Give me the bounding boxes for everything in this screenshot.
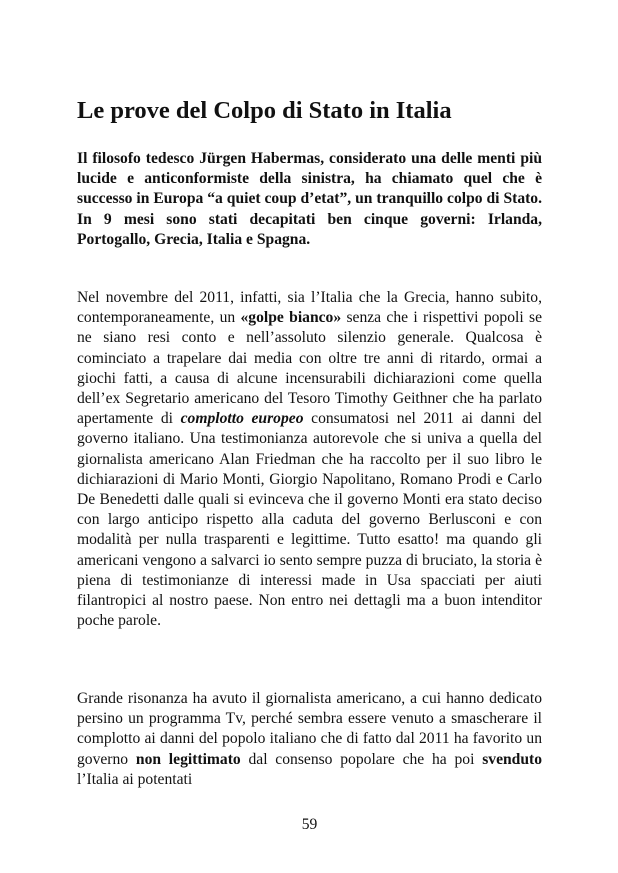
golpe-bianco-emphasis: «golpe bianco» <box>240 309 342 327</box>
paragraph-2-text-3: l’Italia ai potentati <box>77 770 193 788</box>
paragraph-2-text-2: dal consenso popolare che ha poi <box>240 750 483 768</box>
svenduto-emphasis: svenduto <box>482 750 543 768</box>
paragraph-1-text-3: consumatosi nel 2011 ai danni del governo italiano. Una testimonianza autorevole che si univa a quella del giornalista americano Alan Friedman che ha raccolto per il suo libro le dichiarazioni di Mario Monti, Giorgio Napolitano, Romano Prodi e Carlo De Benedetti dalle quali si evinceva che il governo Monti era stato deciso con largo anticipo rispetto alla caduta del governo Berlusconi e con modalità per nulla trasparenti e legittime. Tutto esatto! ma quando gli americani vengono a salvarci io sento sempre puzza di bruciato, la storia è piena di testimonianze di interessi made in Usa spacciati per aiuti filantropici al nostro paese. Non entro nei dettagli ma a buon intenditor poche parole. <box>77 410 542 630</box>
page-number: 59 <box>301 816 318 833</box>
page-title: Le prove del Colpo di Stato in Italia <box>77 97 452 124</box>
body-paragraph-2 <box>77 689 542 790</box>
non-legittimato-emphasis: non legittimato <box>135 750 241 768</box>
paragraph-1-text-1: Nel novembre del 2011, infatti, sia l’Italia che la Grecia, hanno subito, contemporaneamente, un <box>77 289 542 327</box>
lead-paragraph: Il filosofo tedesco Jürgen Habermas, considerato una delle menti più lucide e anticonformiste della sinistra, ha chiamato quel che è successo in Europa “a quiet coup d’etat”, un tranquillo colpo di Stato. In 9 mesi sono stati decapitati ben cinque governi: Irlanda, Portogallo, Grecia, Italia e Spagna. <box>77 150 542 248</box>
book-page <box>77 0 542 873</box>
paragraph-2-text-1: Grande risonanza ha avuto il giornalista americano, a cui hanno dedicato persino un programma Tv, perché sembra essere venuto a smascherare il complotto ai danni del popolo italiano che di fatto dal 2011 ha favorito un governo <box>77 690 542 768</box>
paragraph-1-text-2: senza che i rispettivi popoli se ne siano resi conto e nell’assoluto silenzio generale. Qualcosa è cominciato a trapelare dai media con oltre tre anni di ritardo, ormai a giochi fatti, a causa di alcune incensurabili dichiarazioni come quella dell’ex Segretario americano del Tesoro Timothy Geithner che ha parlato apertamente di <box>77 309 542 428</box>
body-paragraph-1 <box>77 288 542 631</box>
complotto-europeo-emphasis: complotto europeo <box>180 410 304 428</box>
